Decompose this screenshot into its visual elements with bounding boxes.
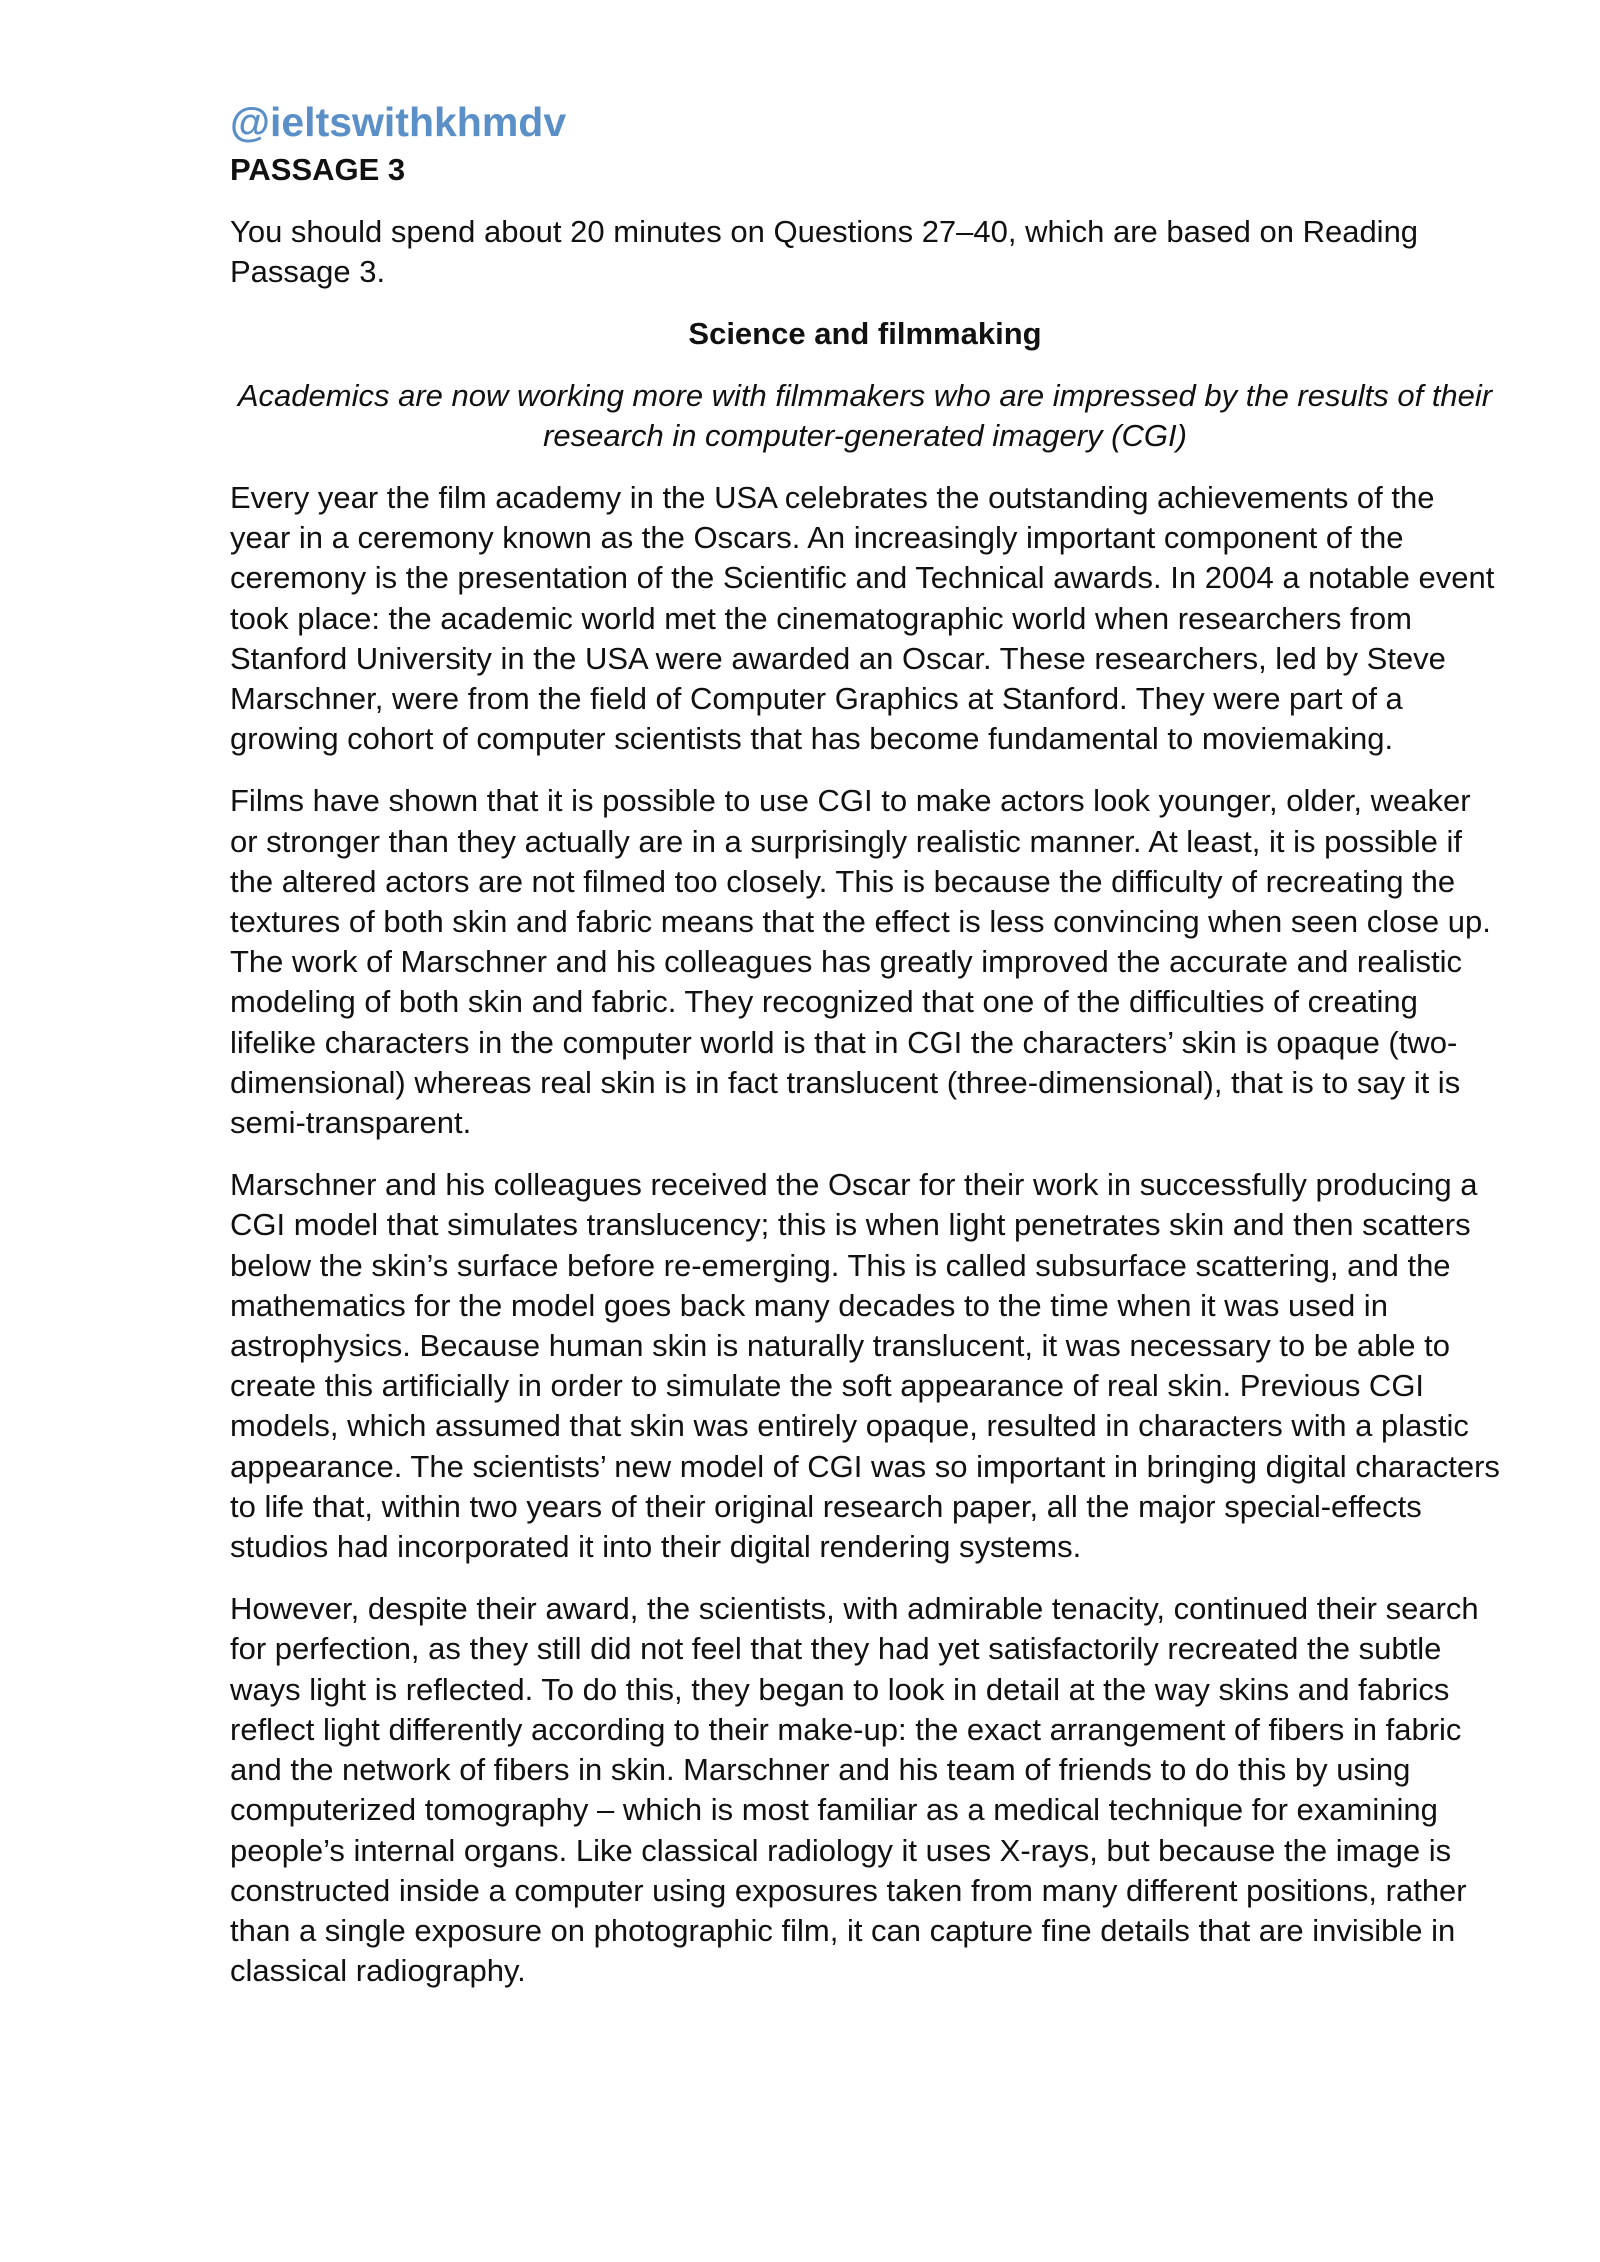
instructions-text: You should spend about 20 minutes on Questions 27–40, which are based on Reading Passage 3. <box>230 214 1419 289</box>
author-handle: @ieltswithkhmdv <box>230 99 567 145</box>
article-title: Science and filmmaking <box>688 316 1042 351</box>
paragraph-4: However, despite their award, the scientists, with admirable tenacity, continued their search for perfection, as they still did not feel that they had yet satisfactorily recreated the subtle ways light is reflected. To do this, they began to look in detail at the way skins and fabrics reflect light differently according to their make-up: the exact arrangement of fibers in fabric and the network of fibers in skin. Marschner and his team of friends to do this by using computerized tomography – which is most familiar as a medical technique for examining people’s internal organs. Like classical radiology it uses X-rays, but because the image is constructed inside a computer using exposures taken from many different positions, rather than a single exposure on photographic film, it can capture fine details that are invisible in classical radiography. <box>230 1591 1479 1989</box>
paragraph-2: Films have shown that it is possible to use CGI to make actors look younger, older, weaker or stronger than they actually are in a surprisingly realistic manner. At least, it is possible if the altered actors are not filmed too closely. This is because the difficulty of recreating the textures of both skin and fabric means that the effect is less convincing when seen close up. The work of Marschner and his colleagues has greatly improved the accurate and realistic modeling of both skin and fabric. They recognized that one of the difficulties of creating lifelike characters in the computer world is that in CGI the characters’ skin is opaque (two-dimensional) whereas real skin is in fact translucent (three-dimensional), that is to say it is semi-transparent. <box>230 783 1491 1141</box>
document-page <box>230 96 1500 1991</box>
article-subtitle: Academics are now working more with filmmakers who are impressed by the results of their research in computer-generated imagery (CGI) <box>237 378 1493 453</box>
paragraph-1: Every year the film academy in the USA celebrates the outstanding achievements of the year in a ceremony known as the Oscars. An increasingly important component of the ceremony is the presentation of the Scientific and Technical awards. In 2004 a notable event took place: the academic world met the cinematographic world when researchers from Stanford University in the USA were awarded an Oscar. These researchers, led by Steve Marschner, were from the field of Computer Graphics at Stanford. They were part of a growing cohort of computer scientists that has become fundamental to moviemaking. <box>230 480 1495 757</box>
passage-label: PASSAGE 3 <box>230 152 406 187</box>
paragraph-3: Marschner and his colleagues received the Oscar for their work in successfully producing a CGI model that simulates translucency; this is when light penetrates skin and then scatters below the skin’s surface before re-emerging. This is called subsurface scattering, and the mathematics for the model goes back many decades to the time when it was used in astrophysics. Because human skin is naturally translucent, it was necessary to be able to create this artificially in order to simulate the soft appearance of real skin. Previous CGI models, which assumed that skin was entirely opaque, resulted in characters with a plastic appearance. The scientists’ new model of CGI was so important in bringing digital characters to life that, within two years of their original research paper, all the major special-effects studios had incorporated it into their digital rendering systems. <box>230 1167 1500 1565</box>
